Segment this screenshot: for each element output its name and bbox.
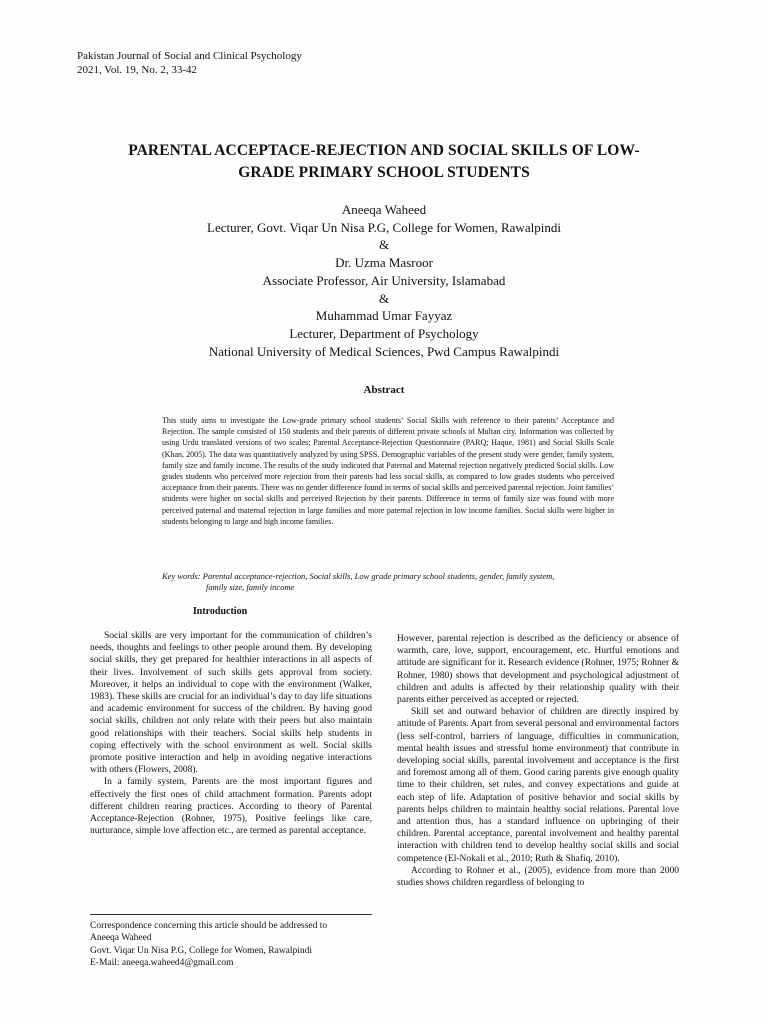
journal-name: Pakistan Journal of Social and Clinical Psychology xyxy=(77,50,302,62)
left-column xyxy=(90,630,372,837)
author-affiliation-3a: Lecturer, Department of Psychology xyxy=(289,325,479,341)
keywords-line-1: Parental acceptance-rejection, Social skills, Low grade primary school students, gender, family system, xyxy=(202,571,555,581)
author-block xyxy=(60,201,708,360)
paragraph: According to Rohner et al., (2005), evidence from more than 2000 studies shows children regardless of belonging to xyxy=(397,865,679,889)
footnote-email: E-Mail: aneeqa.waheed4@gmail.com xyxy=(90,957,234,968)
article-title-line-2: GRADE PRIMARY SCHOOL STUDENTS xyxy=(238,164,530,181)
paragraph: Social skills are very important for the communication of children’s needs, thoughts and feelings to other people around them. By developing social skills, they get prepared for healthier interactions in all aspects of their lives. Involvement of such skills gets approval from society. Moreover, it helps an individual to cope with the environment (Walker, 1983). These skills are crucial for an individual’s day to day life situations and academic environment for success of the children. By having good social skills, children not only relate with their peers but also maintain good relationships with their teachers. Social skills help students in coping effectively with the school environment as well. Social skills promote positive interaction and help in avoiding negative interactions with others (Flowers, 2008). xyxy=(90,631,372,776)
journal-header xyxy=(77,49,302,77)
author-separator-2: & xyxy=(378,290,390,306)
author-affiliation-3b: National University of Medical Sciences, Pwd Campus Rawalpindi xyxy=(208,343,560,359)
paragraph: Skill set and outward behavior of children are directly inspired by attitude of Parents. Apart from several personal and environmental factors (less self-control, barriers of language, difficulties in communication, mental health issues and stressful home environment) that contribute in developing social skills, parental involvement and acceptance is the first and foremost among all of them. Good caring parents give enough quality time to their children, set rules, and convey expectations and guide at each step of life. Adaptation of positive behavior and social skills by parents helps children to maintain healthy social relations. Parental love and attention thus, has a standard influence on upbringing of their children. Parental acceptance, parental involvement and healthy parental interaction with children tend to develop healthy social skills and social competence (El-Nokali et al., 2010; Ruth & Shafiq, 2010). xyxy=(397,707,679,864)
keywords xyxy=(162,571,632,593)
footnote-line: Govt. Viqar Un Nisa P.G, College for Women, Rawalpindi xyxy=(90,945,313,956)
abstract-heading: Abstract xyxy=(363,384,405,396)
paragraph: However, parental rejection is described as the deficiency or absence of warmth, care, love, support, encouragement, etc. Hurtful emotions and attitude are significant for it. Research evidence (Rohner, 1975; Rohner & Rohner, 1980) shows that development and psychological adjustment of children and adults is affected by their relationship quality with their parents either perceived as accepted or rejected. xyxy=(397,634,679,706)
keywords-label: Key words: xyxy=(162,571,201,581)
paragraph: In a family system, Parents are the most important figures and effectively the first ones of child attachment formation. Parents adopt different children rearing practices. According to theory of Parental Acceptance-Rejection (Rohner, 1975), Positive feelings like care, nurturance, simple love affection etc., are termed as parental acceptance. xyxy=(90,777,372,837)
footnote-line: Correspondence concerning this article should be addressed to xyxy=(90,921,328,931)
author-affiliation-2: Associate Professor, Air University, Islamabad xyxy=(262,272,506,288)
journal-issue: 2021, Vol. 19, No. 2, 33-42 xyxy=(77,64,197,76)
article-title-line-1: PARENTAL ACCEPTACE-REJECTION AND SOCIAL SKILLS OF LOW- xyxy=(128,142,640,159)
introduction-heading: Introduction xyxy=(192,606,248,617)
abstract-text: This study aims to investigate the Low-grade primary school students’ Social Skills with reference to their parents’ Acceptance and Rejection. The sample consisted of 150 students and their parents of different private schools of Multan city. Information was collected by using Urdu translated versions of two scales; Parental Acceptance-Rejection Questionnaire (PARQ; Haque, 1981) and Social Skills Scale (Khan, 2005). The data was quantitatively analyzed by using SPSS. Demographic variables of the present study were gender, family system, family size and family income. The results of the study indicated that Paternal and Maternal rejection negatively predicted Social skills. Low grades students who perceived more rejection from their parents had less social skills, as compared to low grades students who perceived acceptance from their parents. There was no gender difference found in terms of social skills and perceived parental rejection. Joint families’ students were higher on social skills and perceived Rejection by their parents. Difference in terms of family size was found with more perceived paternal and maternal rejection in large families and more paternal rejection in low income families. Social skills were higher in students belonging to large and high income families. xyxy=(162,416,614,526)
correspondence-footnote xyxy=(90,920,390,969)
footnote-line: Aneeqa Waheed xyxy=(90,933,152,944)
author-affiliation-1: Lecturer, Govt. Viqar Un Nisa P.G, College for Women, Rawalpindi xyxy=(207,219,561,235)
author-name-1: Aneeqa Waheed xyxy=(341,202,427,217)
author-separator-1: & xyxy=(378,237,390,253)
right-column xyxy=(397,633,679,889)
footnote-divider xyxy=(90,914,372,915)
keywords-line-2: family size, family income xyxy=(206,582,295,592)
author-name-2: Dr. Uzma Masroor xyxy=(335,255,433,271)
author-name-3: Muhammad Umar Fayyaz xyxy=(315,308,453,324)
article-title xyxy=(60,140,708,184)
